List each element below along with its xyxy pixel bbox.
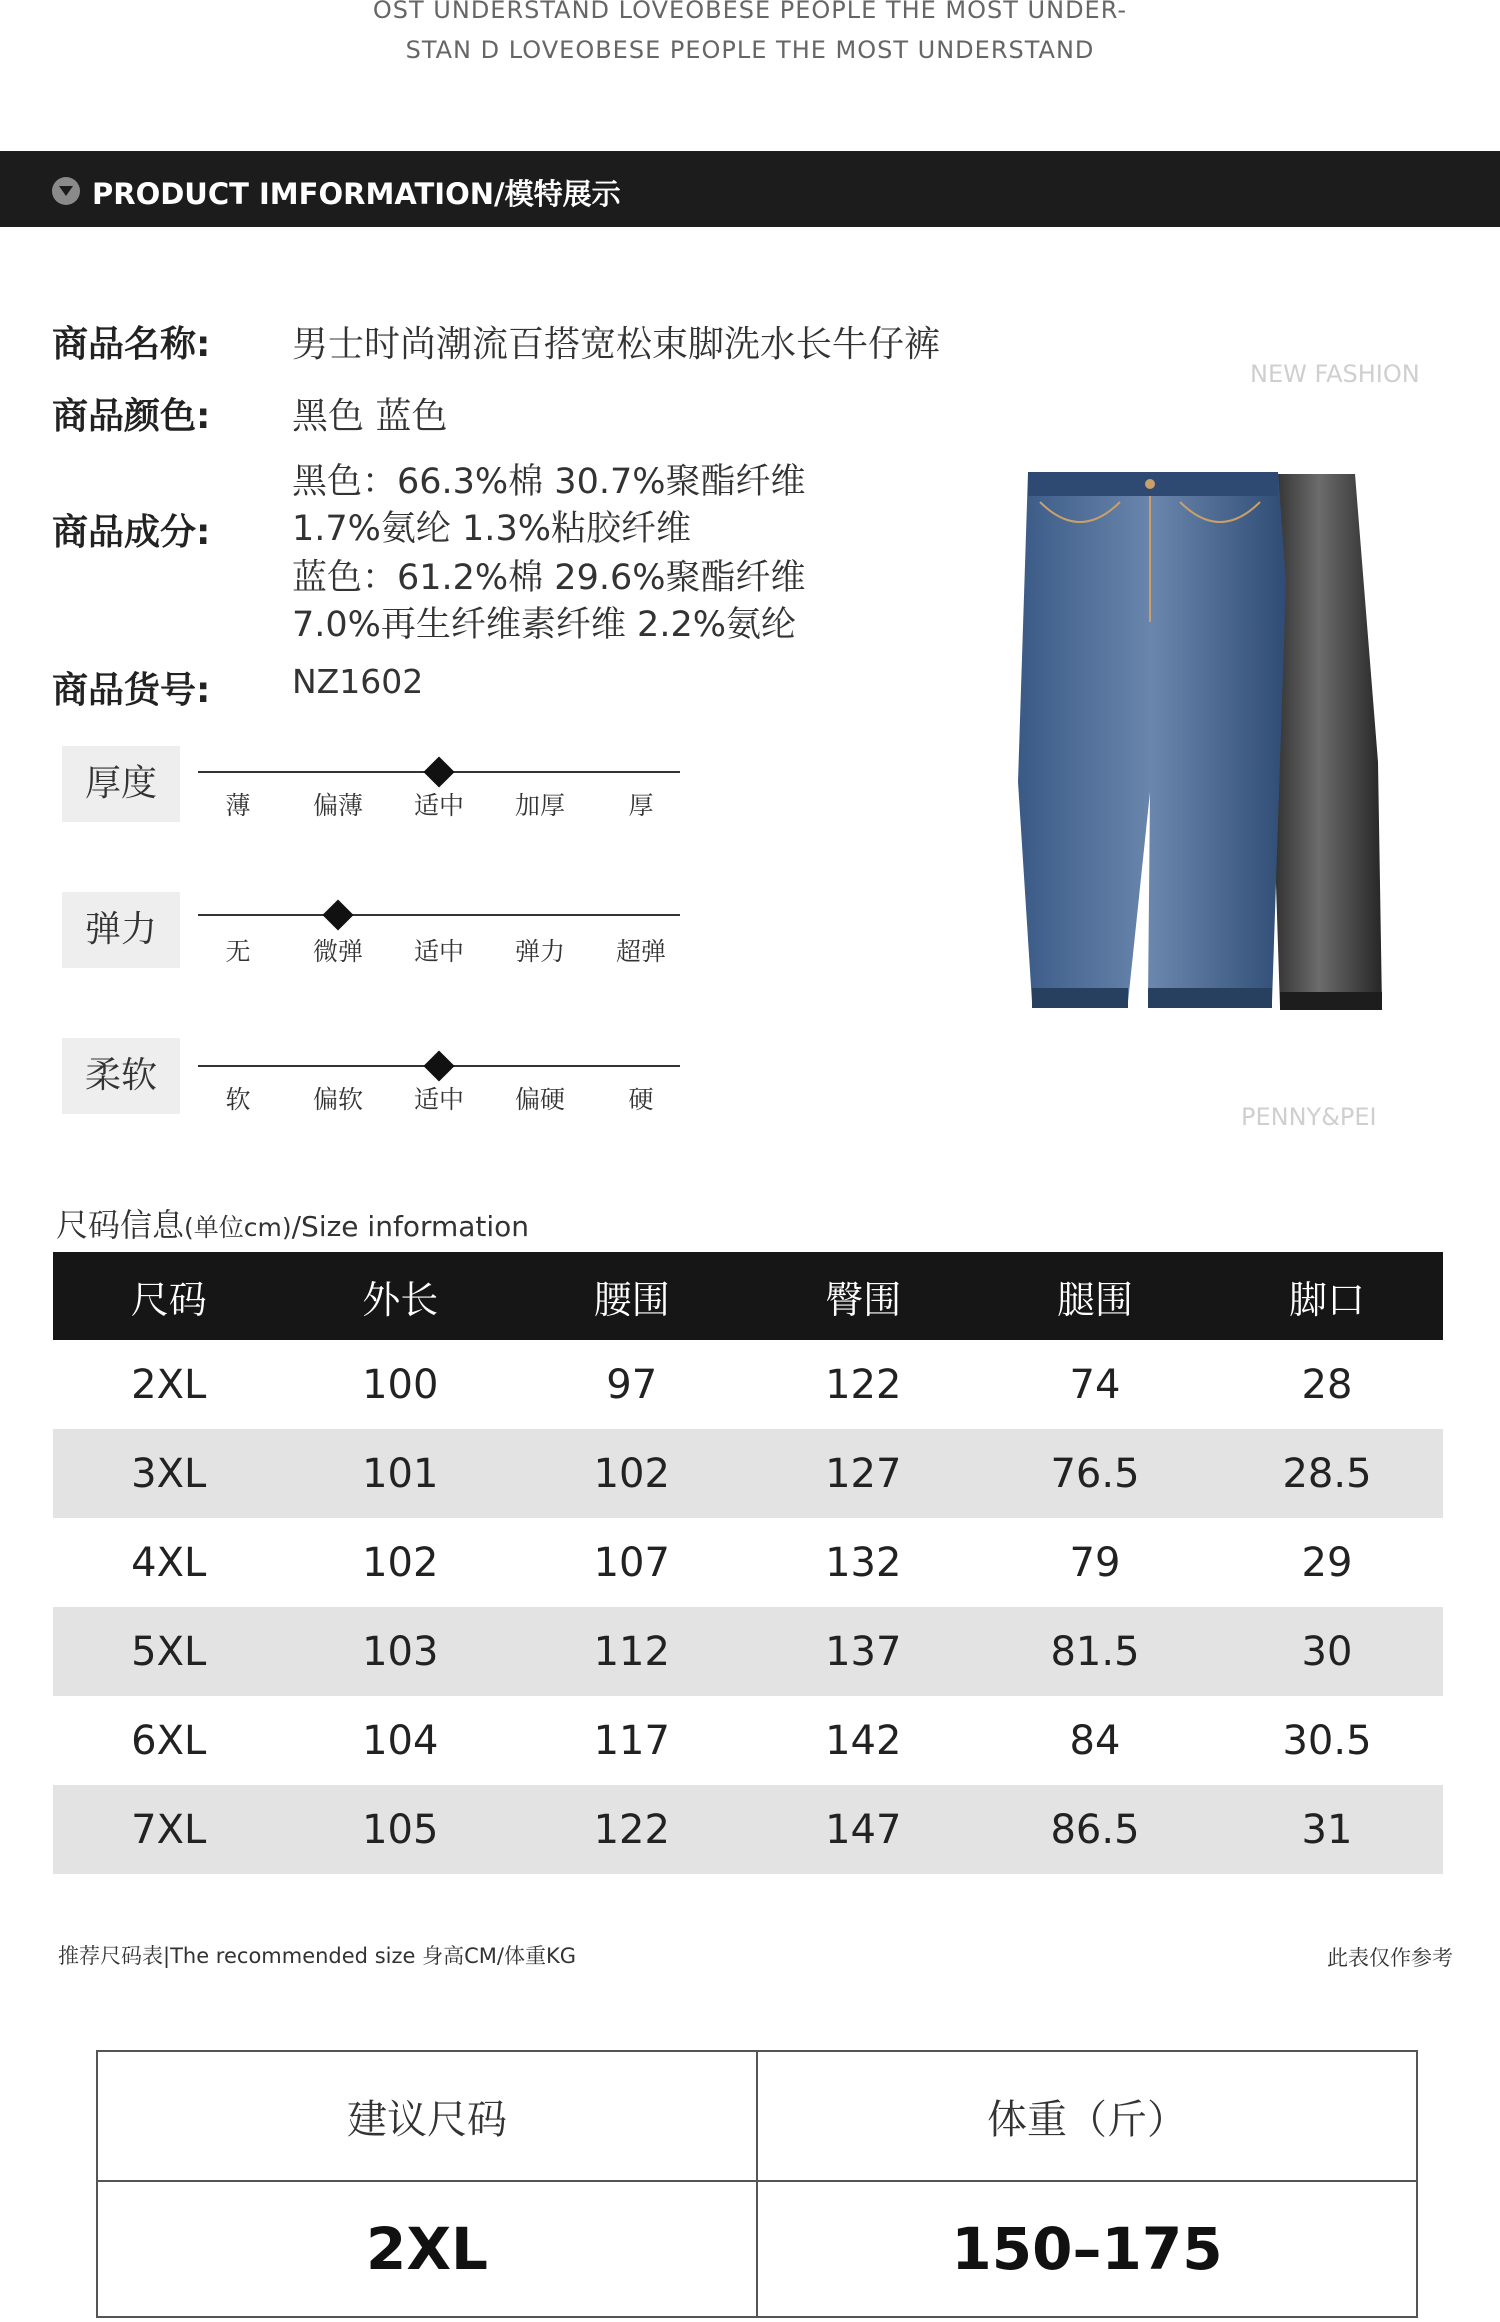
jeans-product-image	[1010, 462, 1396, 1022]
table-cell: 137	[748, 1607, 980, 1696]
table-cell: 74	[1069, 1361, 1121, 1408]
reference-only-note: 此表仅作参考	[1327, 1946, 1453, 1970]
recommend-header-weight: 体重（斤）	[757, 2051, 1417, 2181]
table-cell: 147	[748, 1785, 980, 1874]
elasticity-label: 弹力	[62, 892, 180, 968]
thickness-label: 厚度	[62, 746, 180, 822]
recommend-size-value: 2XL	[97, 2181, 757, 2317]
table-cell: 122	[516, 1785, 748, 1874]
table-cell: 97	[606, 1361, 658, 1408]
header-hem: 脚口	[1211, 1252, 1443, 1340]
down-triangle-icon	[52, 177, 80, 205]
softness-tick: 硬	[628, 1085, 654, 1114]
table-cell: 101	[284, 1429, 516, 1518]
table-row	[53, 1340, 1443, 1429]
header-size: 尺码	[53, 1252, 284, 1340]
table-cell: 2XL	[131, 1361, 207, 1408]
header-waist: 腰围	[516, 1252, 748, 1340]
table-cell: 30	[1211, 1607, 1443, 1696]
header-thigh: 腿围	[979, 1252, 1211, 1340]
new-fashion-watermark: NEW FASHION	[1250, 360, 1420, 388]
table-cell: 79	[1069, 1539, 1121, 1586]
table-cell: 103	[284, 1607, 516, 1696]
size-info-title-en: /Size information	[291, 1210, 530, 1243]
recommend-size-note: 推荐尺码表|The recommended size 身高CM/体重KG	[58, 1944, 576, 1968]
thickness-marker	[423, 756, 454, 787]
elasticity-marker	[322, 899, 353, 930]
softness-marker	[423, 1050, 454, 1081]
table-cell: 31	[1211, 1785, 1443, 1874]
header-length: 外长	[284, 1252, 516, 1340]
product-sku-value: NZ1602	[292, 662, 424, 701]
recommend-weight-value: 150–175	[757, 2181, 1417, 2317]
table-cell: 122	[825, 1361, 902, 1408]
product-color-label: 商品颜色:	[52, 396, 211, 437]
recommend-header-size: 建议尺码	[97, 2051, 757, 2181]
product-sku-label: 商品货号:	[52, 670, 211, 711]
size-table	[53, 1252, 1443, 1874]
product-composition-label: 商品成分:	[52, 512, 211, 553]
table-cell: 81.5	[979, 1607, 1211, 1696]
elasticity-tick: 超弹	[615, 937, 666, 966]
size-table-header	[53, 1252, 1443, 1340]
table-cell: 132	[825, 1539, 902, 1586]
softness-tick: 软	[225, 1085, 251, 1114]
table-cell: 5XL	[53, 1607, 284, 1696]
elasticity-tick: 微弹	[312, 937, 363, 966]
table-cell: 105	[284, 1785, 516, 1874]
composition-line: 1.7%氨纶 1.3%粘胶纤维	[292, 509, 691, 549]
header-hip: 臀围	[748, 1252, 980, 1340]
table-row	[53, 1696, 1443, 1785]
composition-line: 蓝色：61.2%棉 29.6%聚酯纤维	[292, 558, 806, 598]
composition-line: 黑色：66.3%棉 30.7%聚酯纤维	[292, 462, 806, 502]
table-cell: 117	[593, 1717, 670, 1764]
table-cell: 102	[362, 1539, 439, 1586]
softness-tick: 适中	[413, 1085, 464, 1114]
table-cell: 29	[1301, 1539, 1353, 1586]
tagline-line-1: OST UNDERSTAND LOVEOBESE PEOPLE THE MOST UNDER-	[372, 0, 1128, 24]
thickness-tick: 薄	[225, 791, 251, 820]
product-name-value: 男士时尚潮流百搭宽松束脚洗水长牛仔裤	[292, 324, 941, 365]
tagline-line-2: STAN D LOVEOBESE PEOPLE THE MOST UNDERSTAND	[405, 36, 1095, 64]
elasticity-tick: 弹力	[514, 937, 565, 966]
softness-tick: 偏硬	[514, 1085, 565, 1114]
thickness-tick: 偏薄	[312, 791, 363, 820]
table-cell: 142	[825, 1717, 902, 1764]
table-cell: 28.5	[1211, 1429, 1443, 1518]
table-cell: 127	[748, 1429, 980, 1518]
table-row	[53, 1785, 1443, 1874]
table-cell: 102	[516, 1429, 748, 1518]
table-row	[97, 2181, 1417, 2317]
banner-title: PRODUCT IMFORMATION/模特展示	[92, 177, 621, 211]
table-row	[53, 1518, 1443, 1607]
brand-watermark: PENNY&PEI	[1241, 1103, 1377, 1131]
size-info-title	[56, 1200, 529, 1246]
softness-label: 柔软	[62, 1038, 180, 1114]
table-cell: 112	[516, 1607, 748, 1696]
product-name-label: 商品名称:	[52, 324, 211, 365]
table-cell: 7XL	[53, 1785, 284, 1874]
size-info-unit: (单位cm)	[184, 1213, 292, 1242]
recommend-table	[96, 2050, 1418, 2318]
table-row	[53, 1607, 1443, 1696]
table-cell: 3XL	[53, 1429, 284, 1518]
table-cell: 107	[593, 1539, 670, 1586]
thickness-tick: 适中	[413, 791, 464, 820]
table-cell: 84	[1069, 1717, 1121, 1764]
table-cell: 30.5	[1282, 1717, 1372, 1764]
table-cell: 100	[362, 1361, 439, 1408]
elasticity-tick: 适中	[413, 937, 464, 966]
table-cell: 4XL	[131, 1539, 207, 1586]
table-cell: 76.5	[979, 1429, 1211, 1518]
product-color-value: 黑色 蓝色	[292, 396, 448, 437]
recommend-table-header	[97, 2051, 1417, 2181]
table-cell: 6XL	[131, 1717, 207, 1764]
elasticity-tick: 无	[225, 937, 251, 966]
table-cell: 104	[362, 1717, 439, 1764]
size-info-title-cn: 尺码信息	[56, 1206, 185, 1244]
thickness-tick: 加厚	[514, 791, 565, 820]
table-row	[53, 1429, 1443, 1518]
thickness-tick: 厚	[628, 791, 654, 820]
table-cell: 86.5	[979, 1785, 1211, 1874]
composition-line: 7.0%再生纤维素纤维 2.2%氨纶	[292, 605, 796, 645]
elasticity-scale-line	[198, 914, 680, 916]
softness-tick: 偏软	[312, 1085, 363, 1114]
table-cell: 28	[1301, 1361, 1353, 1408]
